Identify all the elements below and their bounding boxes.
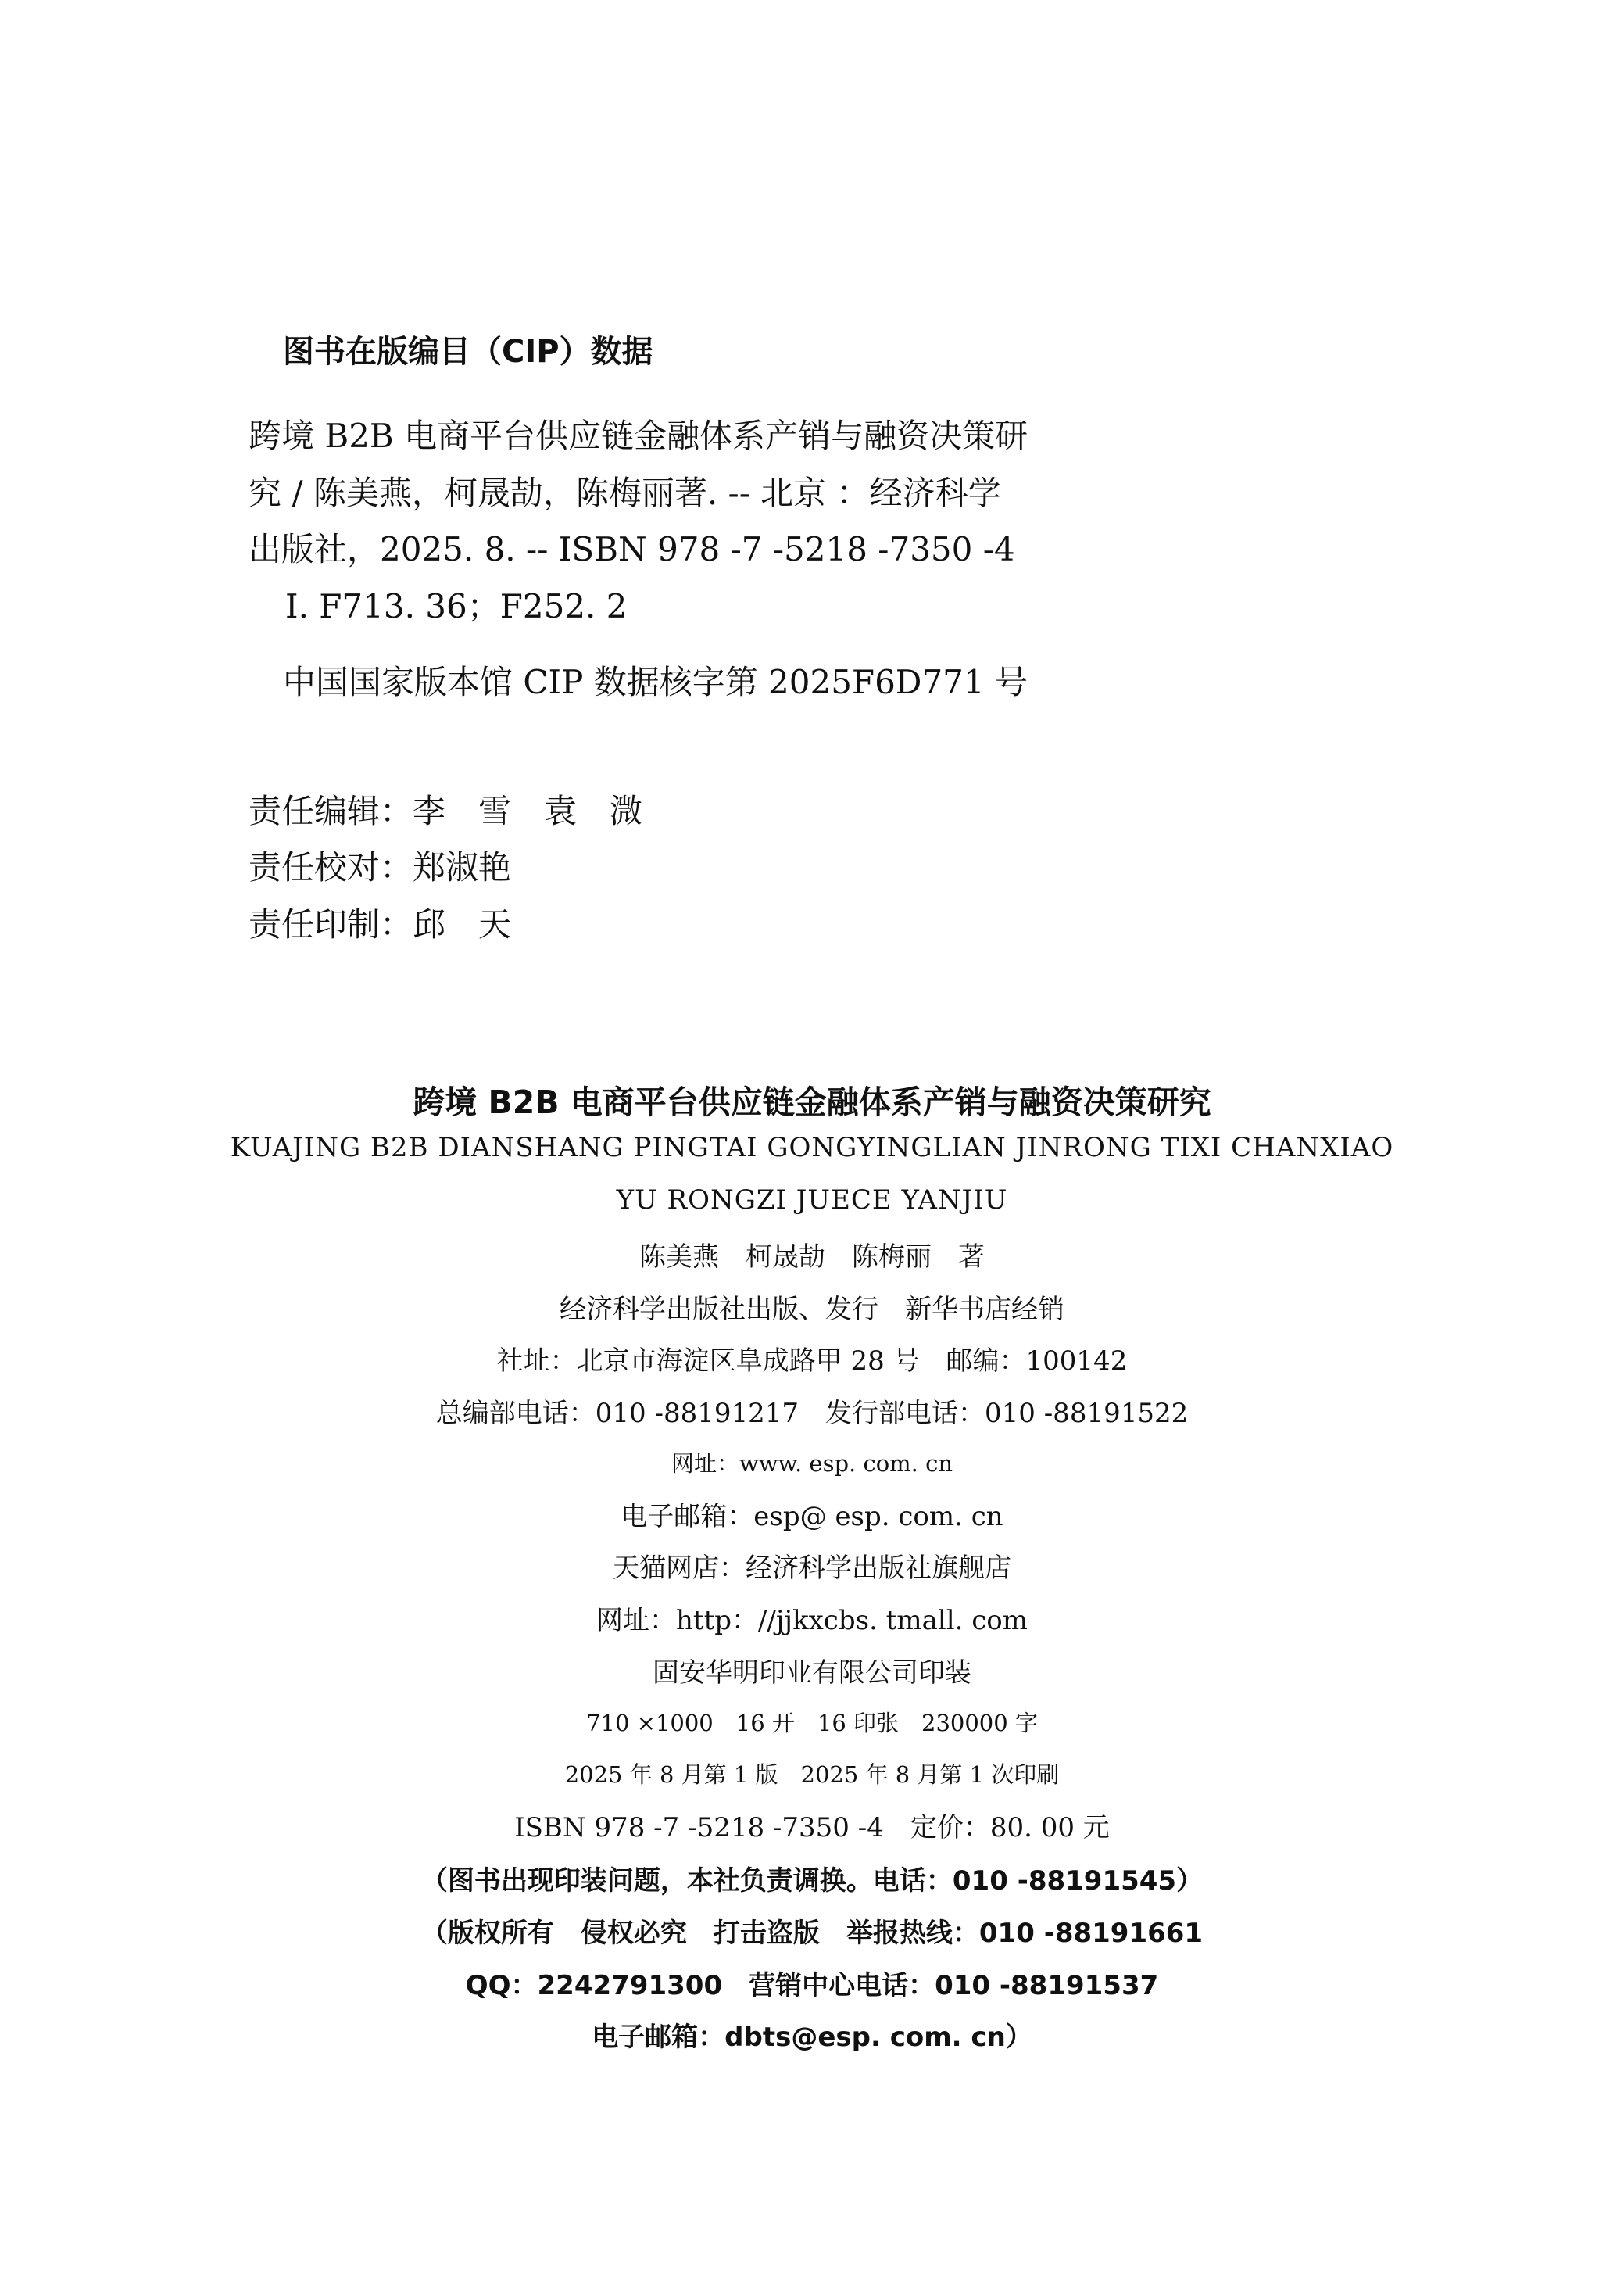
contact-qq: QQ：2242791300 营销中心电话：010 -88191537 [465, 1970, 1159, 2001]
publisher-line: 经济科学出版社出版、发行 新华书店经销 [560, 1294, 1064, 1325]
isbn-price: ISBN 978 -7 -5218 -7350 -4 定价：80. 00 元 [514, 1812, 1110, 1843]
responsible-proofreader: 责任校对：郑淑艳 [249, 848, 512, 887]
publisher-phones: 总编部电话：010 -88191217 发行部电话：010 -88191522 [435, 1398, 1189, 1429]
responsible-printing: 责任印制：邱 天 [249, 905, 512, 944]
cip-title-line-2: 究 / 陈美燕，柯晟劼，陈梅丽著. -- 北京 ：经济科学 [249, 474, 1001, 512]
authors: 陈美燕 柯晟劼 陈梅丽 著 [639, 1241, 985, 1273]
publisher-email: 电子邮箱：esp@ esp. com. cn [621, 1501, 1003, 1532]
responsible-editor: 责任编辑：李 雪 袁 溦 [249, 792, 643, 830]
cip-heading: 图书在版编目（CIP）数据 [283, 334, 653, 370]
tmall-store: 天猫网店：经济科学出版社旗舰店 [613, 1553, 1011, 1584]
contact-email: 电子邮箱：dbts@esp. com. cn） [592, 2022, 1032, 2053]
publisher-address: 社址：北京市海淀区阜成路甲 28 号 邮编：100142 [496, 1345, 1128, 1377]
copyright-notice: （版权所有 侵权必究 打击盗版 举报热线：010 -88191661 [420, 1918, 1204, 1949]
print-issue-notice: （图书出现印装问题，本社负责调换。电话：010 -88191545） [420, 1865, 1204, 1897]
tmall-url: 网址：http：//jjkxcbs. tmall. com [596, 1605, 1028, 1636]
cip-classification: Ⅰ. F713. 36；F252. 2 [285, 587, 628, 625]
cip-title-line-3: 出版社，2025. 8. -- ISBN 978 -7 -5218 -7350 -4 [249, 530, 1015, 568]
publisher-website: 网址：www. esp. com. cn [671, 1450, 953, 1477]
book-format: 710 ×1000 16 开 16 印张 230000 字 [586, 1710, 1038, 1736]
edition-info: 2025 年 8 月第 1 版 2025 年 8 月第 1 次印刷 [564, 1761, 1060, 1788]
cip-record-number: 中国国家版本馆 CIP 数据核字第 2025F6D771 号 [283, 663, 1028, 701]
book-title-pinyin-line-1: KUAJING B2B DIANSHANG PINGTAI GONGYINGLIAN JINRONG TIXI CHANXIAO [230, 1132, 1394, 1163]
printer: 固安华明印业有限公司印装 [653, 1657, 971, 1689]
book-title-chinese: 跨境 B2B 电商平台供应链金融体系产销与融资决策研究 [413, 1084, 1211, 1121]
book-title-pinyin-line-2: YU RONGZI JUECE YANJIU [616, 1184, 1008, 1216]
cip-title-line-1: 跨境 B2B 电商平台供应链金融体系产销与融资决策研 [249, 417, 1028, 455]
